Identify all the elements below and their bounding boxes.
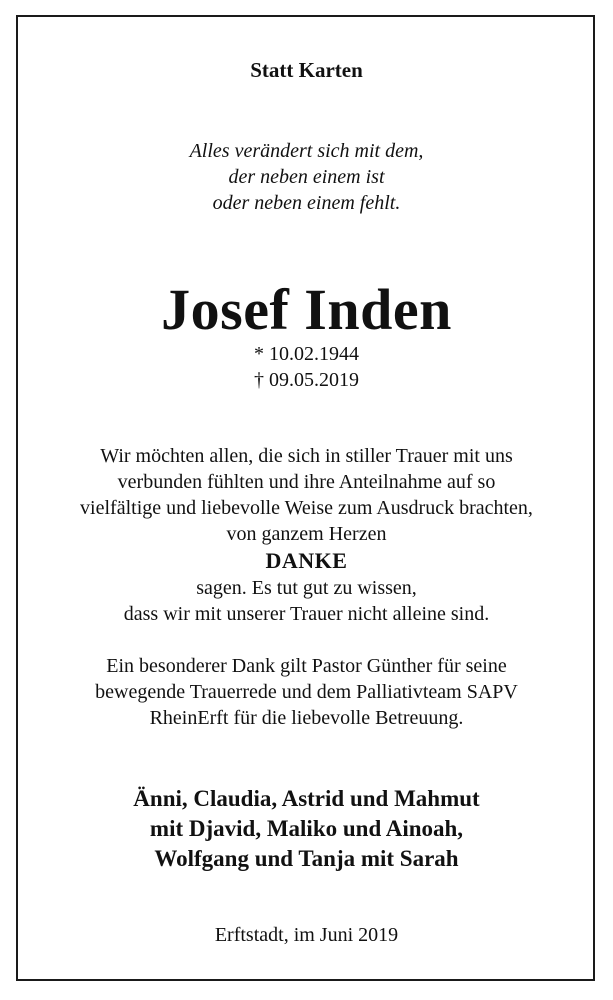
special-thanks-line: RheinErft für die liebevolle Betreuung. xyxy=(149,707,464,729)
header-title: Statt Karten xyxy=(250,58,363,82)
special-thanks-paragraph xyxy=(0,653,613,731)
quote xyxy=(0,138,613,216)
thanks-paragraph xyxy=(0,443,613,627)
death-date: † 09.05.2019 xyxy=(254,369,359,391)
quote-line: der neben einem ist xyxy=(228,166,385,188)
special-thanks-line: Ein besonderer Dank gilt Pastor Günther für seine xyxy=(106,655,507,677)
life-dates xyxy=(0,341,613,393)
thanks-line: vielfältige und liebevolle Weise zum Ausdruck brachten, xyxy=(80,497,533,519)
quote-line: Alles verändert sich mit dem, xyxy=(189,140,424,162)
thanks-line: Wir möchten allen, die sich in stiller Trauer mit uns xyxy=(100,445,513,467)
thanks-line: dass wir mit unserer Trauer nicht alleine sind. xyxy=(123,603,490,625)
family-line: Wolfgang und Tanja mit Sarah xyxy=(154,846,459,871)
family-line: Änni, Claudia, Astrid und Mahmut xyxy=(133,786,480,811)
thanks-line: verbunden fühlten und ihre Anteilnahme auf so xyxy=(117,471,496,493)
family-line: mit Djavid, Maliko und Ainoah, xyxy=(149,816,464,841)
quote-line: oder neben einem fehlt. xyxy=(212,192,401,214)
special-thanks-line: bewegende Trauerrede und dem Palliativteam SAPV xyxy=(95,681,518,703)
thanks-line: sagen. Es tut gut zu wissen, xyxy=(196,577,417,599)
deceased-name: Josef Inden xyxy=(161,277,452,342)
thanks-line: von ganzem Herzen xyxy=(226,523,387,545)
birth-date: * 10.02.1944 xyxy=(254,343,359,365)
family-signature xyxy=(0,784,613,874)
place-and-date: Erftstadt, im Juni 2019 xyxy=(214,924,399,946)
danke-emphasis: DANKE xyxy=(265,548,348,573)
